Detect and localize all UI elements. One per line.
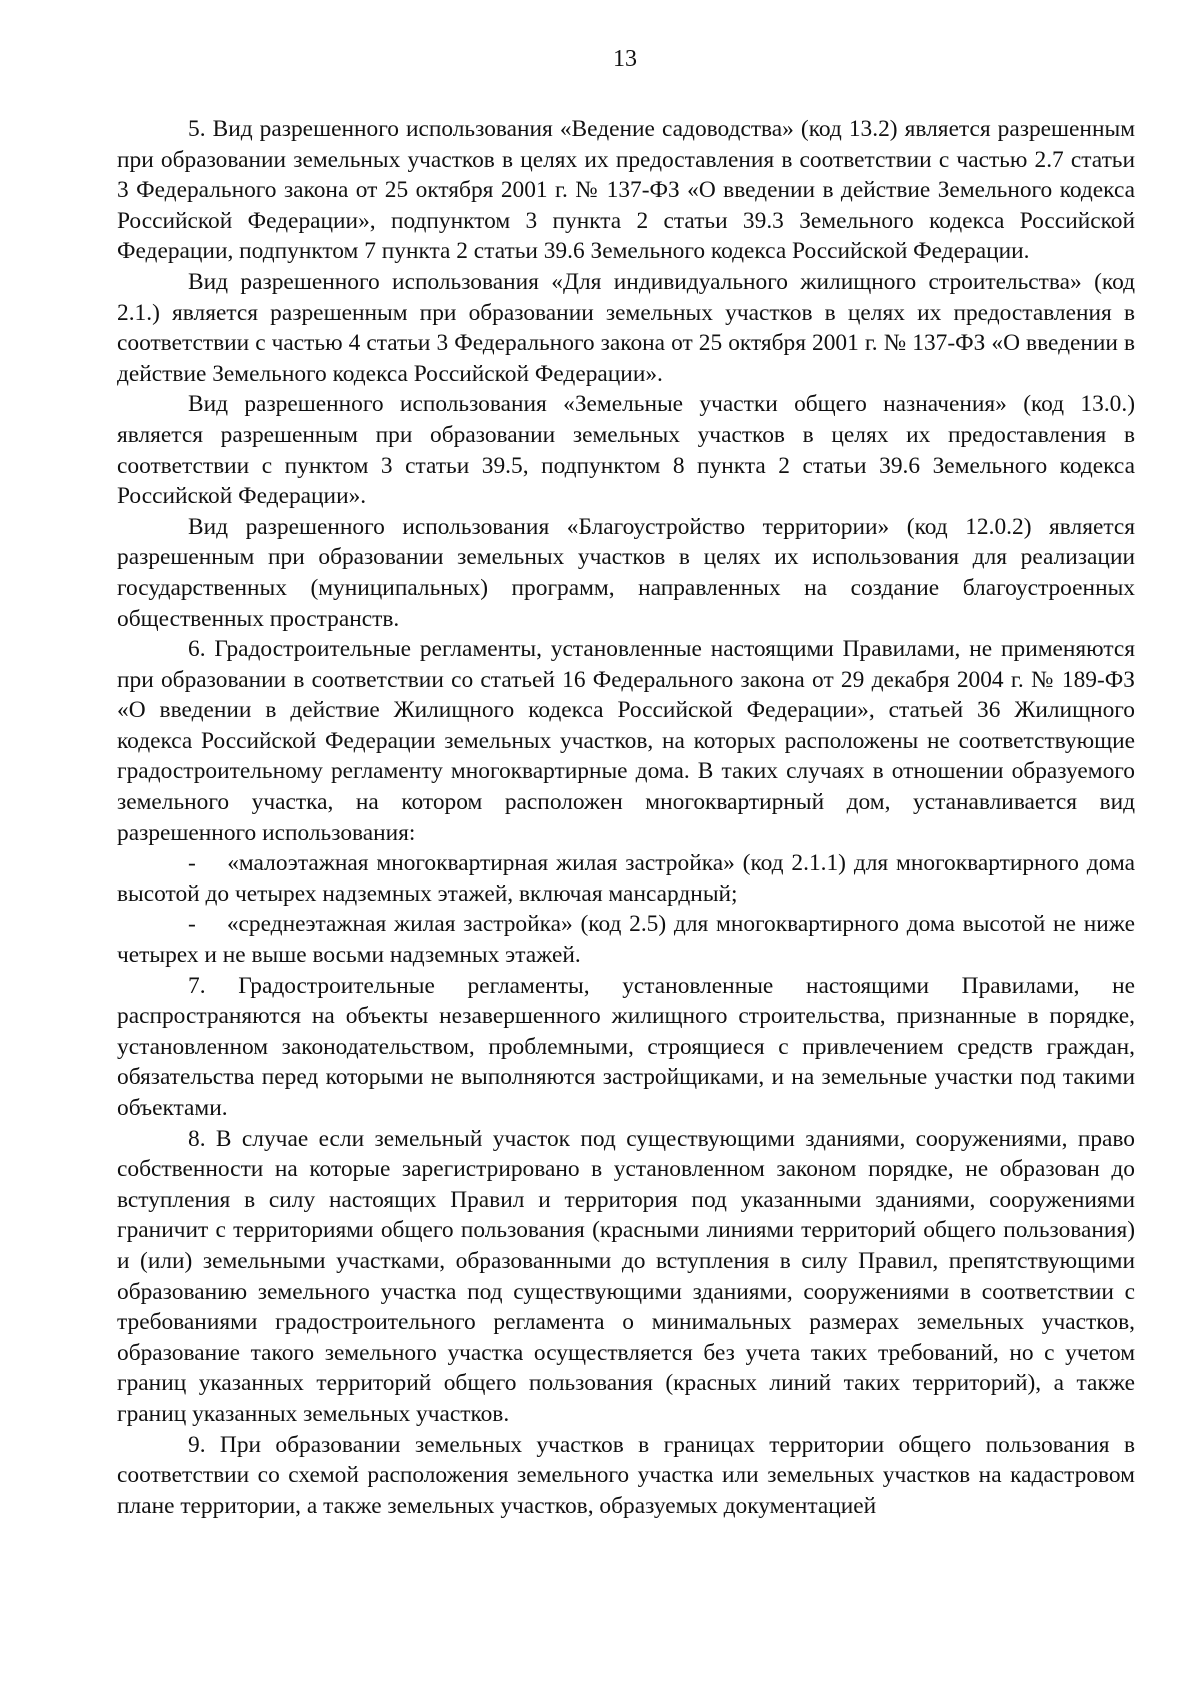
paragraph-common-land: Вид разрешенного использования «Земельные участки общего назначения» (код 13.0.) является разрешенным при образовании земельных участков в целях их предоставления в соответствии с пунктом 3 статьи 39.5, подпунктом 8 пункта 2 статьи 39.6 Земельного кодекса Российской Федерации». xyxy=(117,391,1135,510)
page-number: 13 xyxy=(613,46,637,72)
document-body xyxy=(117,114,1135,1521)
paragraph-6-regulations: 6. Градостроительные регламенты, установленные настоящими Правилами, не применяются при образовании в соответствии со статьей 16 Федерального закона от 29 декабря 2004 г. № 189-ФЗ «О введении в действие Жилищного кодекса Российской Федерации», статьей 36 Жилищного кодекса Российской Федерации земельных участков, на которых расположены не соответствующие градостроительному регламенту многоквартирные дома. В таких случаях в отношении образуемого земельного участка, на котором расположен многоквартирный дом, устанавливается вид разрешенного использования: xyxy=(117,636,1135,846)
paragraph-7-unfinished-construction: 7. Градостроительные регламенты, установленные настоящими Правилами, не распространяются на объекты незавершенного жилищного строительства, признанные в порядке, установленном законодательством, проблемными, строящиеся с привлечением средств граждан, обязательства перед которыми не выполняются застройщиками, и на земельные участки под такими объектами. xyxy=(117,972,1135,1121)
list-item-mid-rise: - «среднеэтажная жилая застройка» (код 2.5) для многоквартирного дома высотой не ниже четырех и не выше восьми надземных этажей. xyxy=(117,911,1135,969)
paragraph-individual-housing: Вид разрешенного использования «Для индивидуального жилищного строительства» (код 2.1.) является разрешенным при образовании земельных участков в целях их предоставления в соответствии с частью 4 статьи 3 Федерального закона от 25 октября 2001 г. № 137-ФЗ «О введении в действие Земельного кодекса Российской Федерации». xyxy=(117,268,1135,387)
paragraph-5-gardening: 5. Вид разрешенного использования «Ведение садоводства» (код 13.2) является разрешенным при образовании земельных участков в целях их предоставления в соответствии с частью 2.7 статьи 3 Федерального закона от 25 октября 2001 г. № 137-ФЗ «О введении в действие Земельного кодекса Российской Федерации», подпунктом 3 пункта 2 статьи 39.3 Земельного кодекса Российской Федерации, подпунктом 7 пункта 2 статьи 39.6 Земельного кодекса Российской Федерации. xyxy=(117,116,1135,265)
list-item-low-rise: - «малоэтажная многоквартирная жилая застройка» (код 2.1.1) для многоквартирного дома высотой до четырех надземных этажей, включая мансардный; xyxy=(117,850,1135,907)
paragraph-8-existing-buildings: 8. В случае если земельный участок под существующими зданиями, сооружениями, право собственности на которые зарегистрировано в установленном законом порядке, не образован до вступления в силу настоящих Правил и территория под указанными зданиями, сооружениями граничит с территориями общего пользования (красными линиями территорий общего пользования) и (или) земельными участками, образованными до вступления в силу Правил, препятствующими образованию земельного участка под существующими зданиями, сооружениями в соответствии с требованиями градостроительного регламента о минимальных размерах земельных участков, образование такого земельного участка осуществляется без учета таких требований, но с учетом границ указанных территорий общего пользования (красных линий таких территорий), а также границ указанных земельных участков. xyxy=(117,1125,1135,1427)
paragraph-landscaping: Вид разрешенного использования «Благоустройство территории» (код 12.0.2) является разрешенным при образовании земельных участков в целях их использования для реализации государственных (муниципальных) программ, направленных на создание благоустроенных общественных пространств. xyxy=(117,513,1135,632)
paragraph-9-public-territory: 9. При образовании земельных участков в границах территории общего пользования в соответствии со схемой расположения земельного участка или земельных участков на кадастровом плане территории, а также земельных участков, образуемых документацией xyxy=(117,1431,1135,1519)
